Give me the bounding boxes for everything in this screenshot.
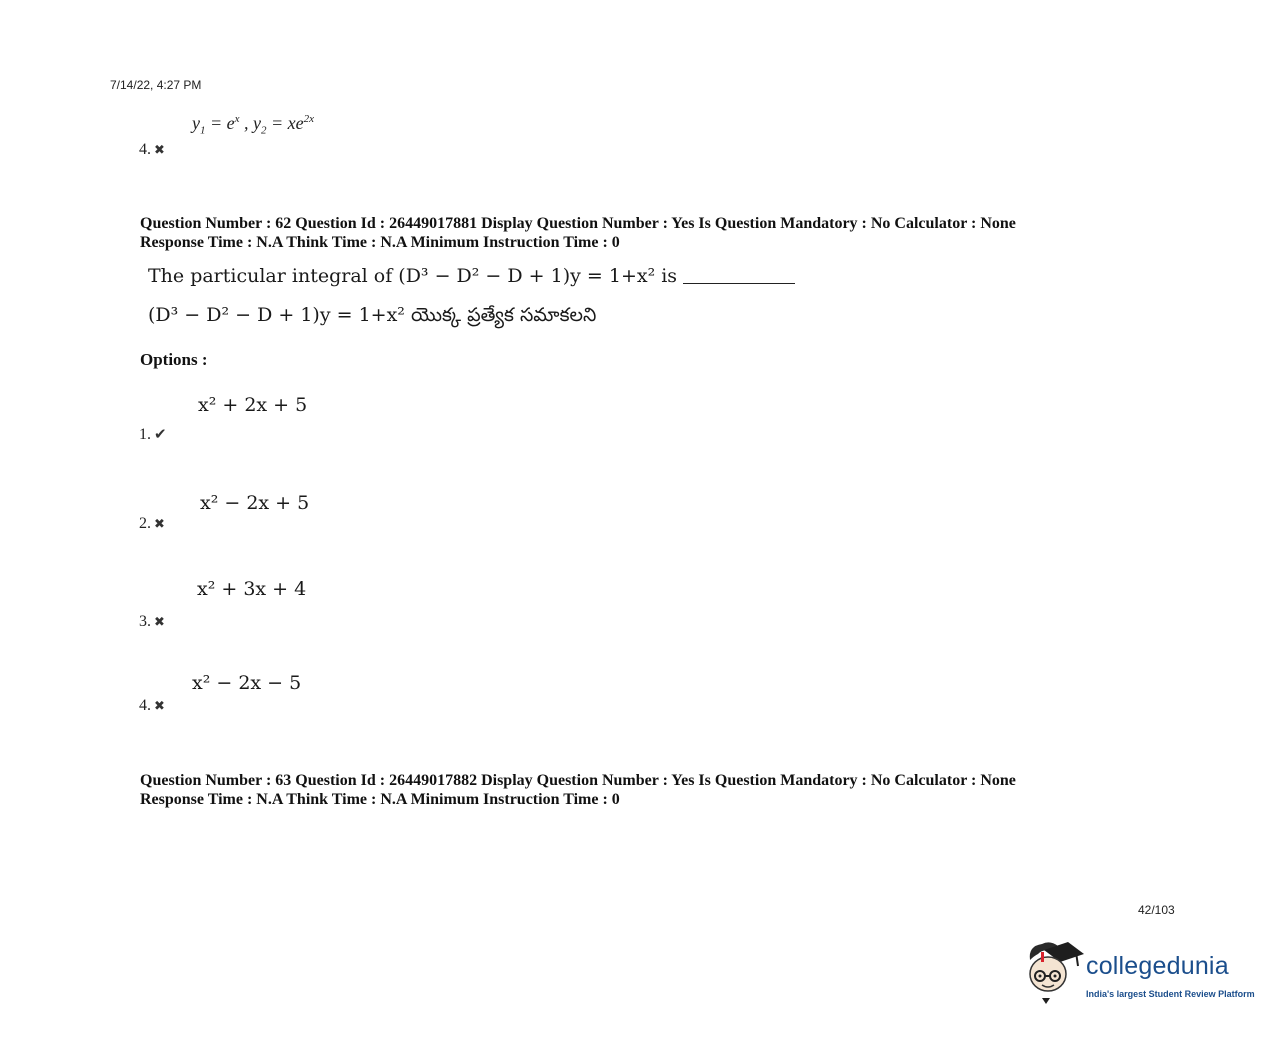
question-62-meta <box>140 214 1016 252</box>
logo-tagline: India's largest Student Review Platform <box>1086 989 1255 999</box>
option-3-formula: x² + 3x + 4 <box>197 578 307 600</box>
option-3-number: 3. ✖ <box>139 613 165 630</box>
option-1-formula: x² + 2x + 5 <box>198 394 308 416</box>
option-4-number: 4. ✖ <box>139 697 165 714</box>
prev-option-number: 4. ✖ <box>139 141 165 158</box>
logo-brand: collegedunia <box>1086 952 1229 980</box>
cross-icon: ✖ <box>154 698 165 713</box>
answer-blank <box>683 283 795 284</box>
question-62-text-english <box>148 265 795 287</box>
student-mascot-icon <box>1024 938 1086 1008</box>
question-63-meta-line2: Response Time : N.A Think Time : N.A Minimum Instruction Time : 0 <box>140 791 620 808</box>
question-62-meta-line2: Response Time : N.A Think Time : N.A Minimum Instruction Time : 0 <box>140 234 620 251</box>
collegedunia-logo <box>1024 938 1254 1008</box>
option-1-number: 1. ✔ <box>139 426 167 443</box>
question-62-meta-line1: Question Number : 62 Question Id : 26449017881 Display Question Number : Yes Is Question Mandatory : No Calculator : None <box>140 215 1016 232</box>
print-timestamp: 7/14/22, 4:27 PM <box>110 78 202 92</box>
option-2-formula: x² − 2x + 5 <box>200 492 310 514</box>
option-4-formula: x² − 2x − 5 <box>192 672 302 694</box>
page-number: 42/103 <box>1138 903 1175 917</box>
cross-icon: ✖ <box>154 142 165 157</box>
question-63-meta <box>140 771 1016 809</box>
question-62-text: The particular integral of (D³ − D² − D + 1)y = 1+x² is <box>148 265 678 287</box>
question-63-meta-line1: Question Number : 63 Question Id : 26449017882 Display Question Number : Yes Is Question Mandatory : No Calculator : None <box>140 772 1016 789</box>
check-icon: ✔ <box>154 427 167 443</box>
cross-icon: ✖ <box>154 614 165 629</box>
prev-option-formula: $y_1 = e^x$ , $y_2 = xe^{2x}$ <box>192 113 315 137</box>
cross-icon: ✖ <box>154 516 165 531</box>
options-label: Options : <box>140 350 208 369</box>
question-62-text-telugu: (D³ − D² − D + 1)y = 1+x² యొక్క ప్రత్యేక సమాకలని <box>148 304 597 326</box>
option-2-number: 2. ✖ <box>139 515 165 532</box>
